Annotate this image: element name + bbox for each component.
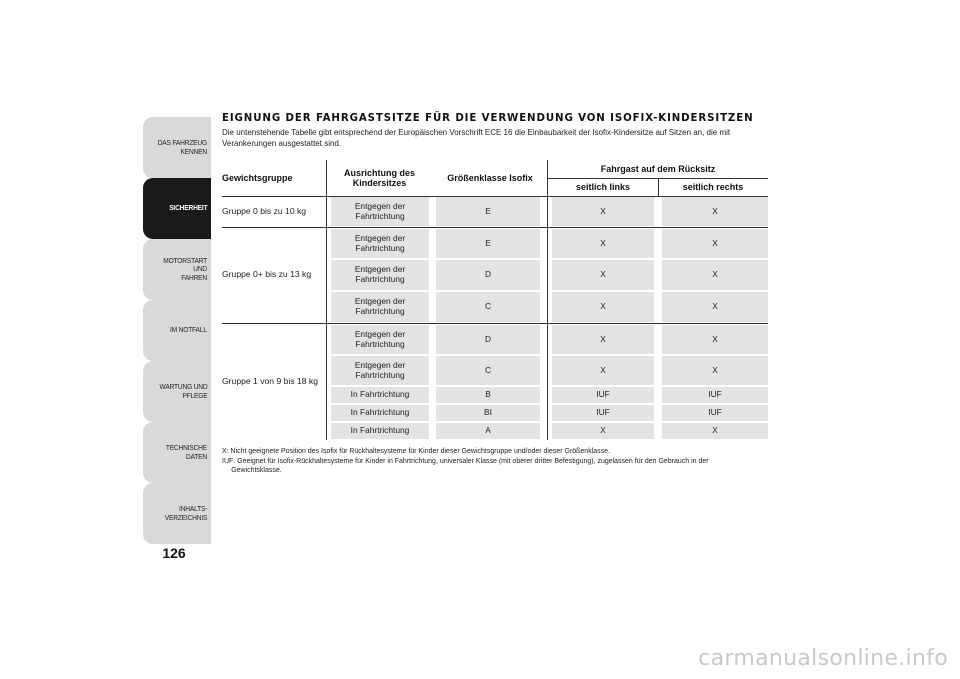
table-cell-groesse: D	[436, 325, 540, 354]
tab-label: WARTUNG UND PFLEGE	[159, 381, 207, 400]
tab-im-notfall[interactable]	[143, 300, 211, 361]
tab-label: IM NOTFALL	[170, 325, 207, 335]
table-cell-ausrichtung: In Fahrtrichtung	[331, 387, 429, 403]
tab-sicherheit[interactable]	[143, 178, 211, 239]
table-cell-rechts: IUF	[662, 387, 768, 403]
footnote-iuf: IUF: Geeignet für Isofix-Rückhaltesysteme für Kinder in Fahrtrichtung, universaler Klasse (mit oberer dritter Befestigung), zugelassen für den Gebrauch in der	[222, 455, 709, 465]
table-cell-ausrichtung: Entgegen der Fahrtrichtung	[331, 356, 429, 385]
table-footnotes	[222, 446, 782, 475]
table-cell-links: IUF	[552, 405, 654, 421]
group-label: Gruppe 0 bis zu 10 kg	[222, 205, 307, 216]
table-cell-rechts: X	[662, 260, 768, 290]
footnote-iuf-continued: Gewichtsklasse.	[231, 465, 282, 475]
section-heading: EIGNUNG DER FAHRGASTSITZE FÜR DIE VERWENDUNG VON ISOFIX-KINDERSITZEN	[222, 113, 754, 124]
table-cell-links: X	[552, 292, 654, 322]
table-cell-ausrichtung: In Fahrtrichtung	[331, 405, 429, 421]
header-groessenklasse: Größenklasse Isofix	[447, 173, 533, 183]
column-divider	[658, 178, 659, 196]
table-cell-rechts: X	[662, 423, 768, 439]
header-gewichtsgruppe: Gewichtsgruppe	[222, 173, 293, 183]
page-number: 126	[162, 545, 186, 561]
table-cell-ausrichtung: In Fahrtrichtung	[331, 423, 429, 439]
tab-inhaltsverzeichnis[interactable]	[143, 483, 211, 544]
header-seitlich-rechts: seitlich rechts	[682, 182, 744, 192]
table-cell-groesse: E	[436, 197, 540, 226]
table-cell-links: X	[552, 356, 654, 385]
column-divider	[326, 160, 327, 440]
table-cell-links: X	[552, 423, 654, 439]
group-label: Gruppe 0+ bis zu 13 kg	[222, 269, 312, 280]
table-cell-ausrichtung: Entgegen der Fahrtrichtung	[331, 260, 429, 290]
watermark: carmanualsonline.info	[698, 646, 948, 671]
table-cell-ausrichtung: Entgegen der Fahrtrichtung	[331, 229, 429, 258]
tab-label: SICHERHEIT	[168, 203, 207, 213]
table-cell-groesse: C	[436, 356, 540, 385]
table-cell-rechts: X	[662, 229, 768, 258]
table-cell-groesse: BI	[436, 405, 540, 421]
intro-text: Die untenstehende Tabelle gibt entsprechend der Europäischen Vorschrift ECE 16 die Einbaubarkeit der Isofix-Kindersitze auf Sitzen an, die mit Verankerungen ausgestattet sind.	[222, 127, 731, 148]
table-cell-links: IUF	[552, 387, 654, 403]
table-cell-rechts: X	[662, 197, 768, 226]
table-cell-links: X	[552, 325, 654, 354]
table-cell-ausrichtung: Entgegen der Fahrtrichtung	[331, 197, 429, 226]
table-cell-rechts: X	[662, 292, 768, 322]
table-cell-groesse: B	[436, 387, 540, 403]
table-cell-links: X	[552, 260, 654, 290]
section	[222, 113, 766, 149]
tab-label: TECHNISCHE DATEN	[165, 442, 207, 461]
tab-label: MOTORSTART UND FAHREN	[163, 255, 207, 282]
table-cell-rechts: X	[662, 325, 768, 354]
footnote-x: X: Nicht geeignete Position des Isofix für Rückhaltesysteme für Kinder dieser Gewichtsgruppe und/oder dieser Größenklasse.	[222, 446, 610, 455]
tab-wartung-und-pflege[interactable]	[143, 361, 211, 422]
tab-motorstart-und-fahren[interactable]	[143, 239, 211, 300]
table-cell-groesse: A	[436, 423, 540, 439]
table-cell-groesse: C	[436, 292, 540, 322]
table-cell-links: X	[552, 229, 654, 258]
table-cell-links: X	[552, 197, 654, 226]
tab-label: DAS FAHRZEUG KENNEN	[157, 137, 207, 156]
header-divider	[548, 178, 768, 179]
table-cell-groesse: E	[436, 229, 540, 258]
table-cell-ausrichtung: Entgegen der Fahrtrichtung	[331, 292, 429, 322]
tab-technische-daten[interactable]	[143, 422, 211, 483]
table-cell-rechts: X	[662, 356, 768, 385]
header-fahrgast-rucksitz: Fahrgast auf dem Rücksitz	[600, 164, 716, 174]
header-seitlich-links: seitlich links	[575, 182, 631, 192]
column-divider	[547, 160, 548, 440]
tab-das-fahrzeug-kennen[interactable]	[143, 117, 211, 178]
table-cell-groesse: D	[436, 260, 540, 290]
group-label: Gruppe 1 von 9 bis 18 kg	[222, 375, 319, 386]
tab-label: INHALTS- VERZEICHNIS	[164, 503, 207, 522]
table-cell-rechts: IUF	[662, 405, 768, 421]
table-cell-ausrichtung: Entgegen der Fahrtrichtung	[331, 325, 429, 354]
header-ausrichtung: Ausrichtung des Kindersitzes	[343, 168, 415, 188]
